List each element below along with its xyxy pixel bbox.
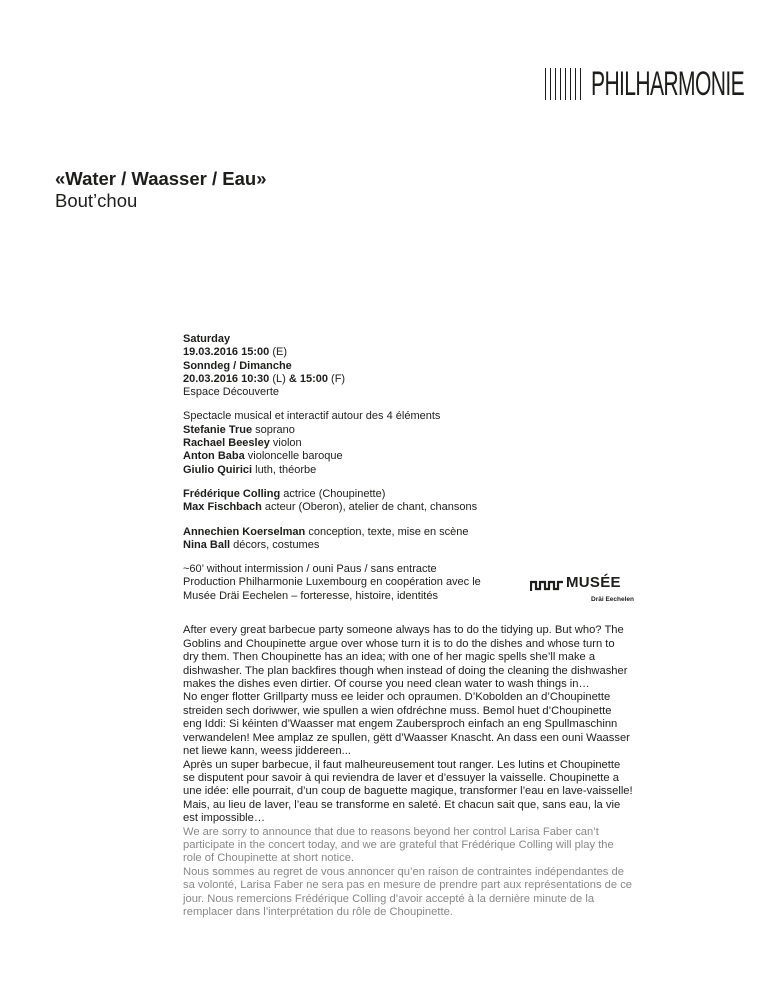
language-code-1: (E) <box>272 346 287 359</box>
paragraph-fr: Après un super barbecue, il faut malheureusement tout ranger. Les lutins et Choupinette se disputent pour savoir à qui reviendra de laver et d’essuyer la vaisselle. Choupinette a une idée: elle pourrait, d’un coup de baguette magique, transformer l’eau en lave-vaisselle! Mais, au lieu de laver, l’eau se transforme en saleté. Et chacun sait que, sans eau, la vie est impossible… <box>183 758 633 825</box>
duration: ~60’ without intermission / ouni Paus / sans entracte <box>183 563 437 576</box>
language-code-2b: (F) <box>331 372 346 385</box>
musee-fortress-icon <box>530 580 564 592</box>
paragraph-en: After every great barbecue party someone always has to do the tidying up. But who? The Goblins and Choupinette argue over whose turn it is to do the dishes and whose turn to dry them. Then Choupinette has an idea; with one of her magic spells she’ll make a dishwasher. The plan backfires though when instead of doing the cleaning the dishwasher makes the dishes even dirtier. Of course you need clean water to wash things in… <box>183 624 628 691</box>
page-subtitle: Bout’chou <box>55 190 138 211</box>
production-line-1: Production Philharmonie Luxembourg en coopération avec le <box>183 576 481 589</box>
logo-bars-icon <box>545 68 585 100</box>
date-line-1 <box>183 346 633 359</box>
musee-name: MUSÉE <box>566 574 621 592</box>
program-content <box>183 333 633 919</box>
logo-text: PHILHARMONIE <box>590 65 744 103</box>
description: Spectacle musical et interactif autour des 4 éléments <box>183 410 441 423</box>
creative-list <box>183 526 633 553</box>
credit-line <box>183 424 633 437</box>
credit-line <box>183 501 633 514</box>
credit-line <box>183 488 633 501</box>
credit-name: Rachael Beesley <box>183 437 270 450</box>
credit-line <box>183 464 633 477</box>
credit-name: Anton Baba <box>183 450 245 463</box>
language-code-2a: (L) <box>272 372 286 385</box>
credit-role: violoncelle baroque <box>247 450 343 463</box>
credit-name: Giulio Quirici <box>183 463 253 476</box>
credit-role: décors, costumes <box>233 538 320 551</box>
musicians-list <box>183 424 633 477</box>
date-2b: 15:00 <box>299 372 328 385</box>
credit-line <box>183 526 633 539</box>
credit-role: conception, texte, mise en scène <box>308 525 469 538</box>
musee-logo <box>530 574 634 606</box>
credit-line <box>183 437 633 450</box>
credit-name: Frédérique Colling <box>183 487 281 500</box>
credit-name: Annechien Koerselman <box>183 525 306 538</box>
page-title: «Water / Waasser / Eau» <box>55 168 267 189</box>
dates-block <box>183 333 633 399</box>
production-line-2: Musée Dräi Eechelen – forteresse, histoire, identités <box>183 589 438 602</box>
day-2: Sonndeg / Dimanche <box>183 359 292 372</box>
ampersand: & <box>288 372 297 385</box>
musee-subname: Dräi Eechelen <box>591 596 634 604</box>
date-2a: 20.03.2016 10:30 <box>183 372 270 385</box>
credit-role: soprano <box>255 423 295 436</box>
philharmonie-logo <box>545 66 768 102</box>
credit-name: Stefanie True <box>183 423 253 436</box>
credit-role: actrice (Choupinette) <box>283 487 386 500</box>
notice-fr: Nous sommes au regret de vous annoncer qu’en raison de contraintes indépendantes de sa volonté, Larisa Faber ne sera pas en mesure de prendre part aux représentations de ce jour. Nous remercions Frédérique Colling d’avoir accepté à la dernière minute de la remplacer dans l’interprétation du rôle de Choupinette. <box>183 865 633 918</box>
credit-role: violon <box>272 437 302 450</box>
credit-role: luth, théorbe <box>255 463 317 476</box>
date-line-2 <box>183 373 633 386</box>
date-1: 19.03.2016 15:00 <box>183 346 270 359</box>
credit-line <box>183 450 633 463</box>
credit-name: Max Fischbach <box>183 501 262 514</box>
production-row <box>183 576 633 604</box>
credit-line <box>183 539 633 552</box>
paragraph-lb: No enger flotter Grillparty muss ee leider och opraumen. D’Kobolden an d’Choupinette streiden sech doriwwer, wie spullen a wien ofdréchne muss. Bemol huet d’Choupinette eng Iddi: Si kéinten d’Waasser mat engem Zaubersproch einfach an eng Spullmaschinn verwandelen! Mee amplaz ze spullen, gëtt d’Waasser Knascht. An dass een ouni Waasser net liewe kann, weess jiddereen... <box>183 691 630 758</box>
actors-list <box>183 488 633 515</box>
venue: Espace Découverte <box>183 386 279 399</box>
credit-role: acteur (Oberon), atelier de chant, chansons <box>264 501 478 514</box>
notice-en: We are sorry to announce that due to reasons beyond her control Larisa Faber can’t participate in the concert today, and we are grateful that Frédérique Colling will play the role of Choupinette at short notice. <box>183 825 614 865</box>
credit-name: Nina Ball <box>183 538 231 551</box>
day-1: Saturday <box>183 333 231 345</box>
